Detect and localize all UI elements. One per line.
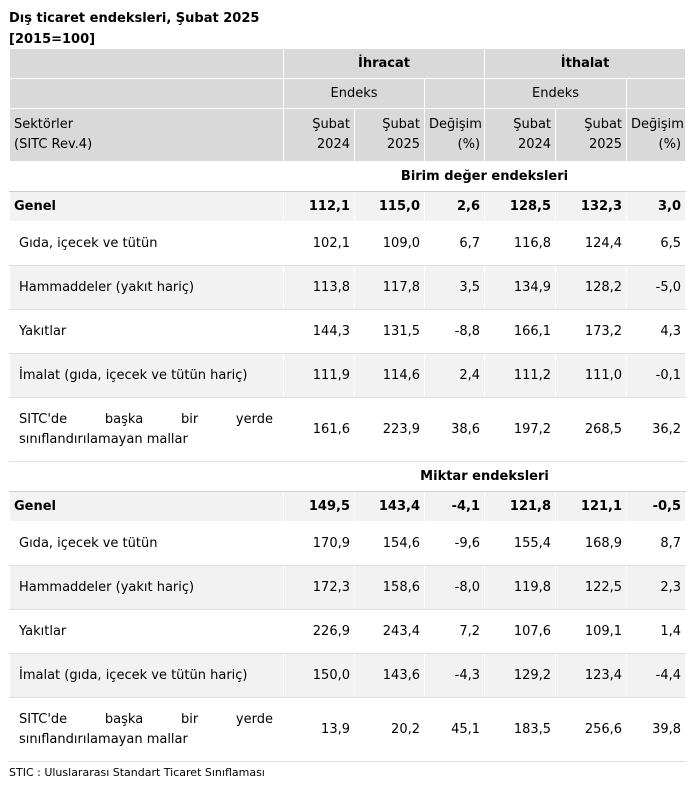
document-title-block bbox=[9, 8, 259, 50]
value-cell: 158,6 bbox=[355, 566, 425, 610]
value-cell: 119,8 bbox=[485, 566, 556, 610]
value-cell: 115,0 bbox=[355, 192, 425, 222]
row-label: Hammaddeler (yakıt hariç) bbox=[10, 266, 284, 310]
value-cell: 2,6 bbox=[425, 192, 485, 222]
value-cell: -4,3 bbox=[425, 654, 485, 698]
table-row bbox=[10, 566, 686, 610]
table-row bbox=[10, 654, 686, 698]
value-cell: 2,3 bbox=[627, 566, 686, 610]
value-cell: -8,8 bbox=[425, 310, 485, 354]
table-row-genel bbox=[10, 492, 686, 522]
table-row bbox=[10, 310, 686, 354]
value-cell: 6,7 bbox=[425, 222, 485, 266]
table-row bbox=[10, 266, 686, 310]
value-cell: 150,0 bbox=[284, 654, 355, 698]
value-cell: 128,2 bbox=[556, 266, 627, 310]
section-title: Miktar endeksleri bbox=[284, 462, 686, 492]
value-cell: 1,4 bbox=[627, 610, 686, 654]
value-cell: 226,9 bbox=[284, 610, 355, 654]
value-cell: 129,2 bbox=[485, 654, 556, 698]
value-cell: 144,3 bbox=[284, 310, 355, 354]
value-cell: 6,5 bbox=[627, 222, 686, 266]
value-cell: 45,1 bbox=[425, 698, 485, 762]
value-cell: 132,3 bbox=[556, 192, 627, 222]
value-cell: 243,4 bbox=[355, 610, 425, 654]
section-empty-cell bbox=[10, 462, 284, 492]
value-cell: 161,6 bbox=[284, 398, 355, 462]
header-empty-cell bbox=[10, 49, 284, 79]
header-row-columns bbox=[10, 109, 686, 162]
row-label: Hammaddeler (yakıt hariç) bbox=[10, 566, 284, 610]
value-cell: 149,5 bbox=[284, 492, 355, 522]
value-cell: 256,6 bbox=[556, 698, 627, 762]
header-import-feb2024: Şubat 2024 bbox=[485, 109, 556, 162]
section-header-row bbox=[10, 462, 686, 492]
header-export-index: Endeks bbox=[284, 79, 425, 109]
value-cell: 172,3 bbox=[284, 566, 355, 610]
value-cell: 4,3 bbox=[627, 310, 686, 354]
row-label: Gıda, içecek ve tütün bbox=[10, 222, 284, 266]
header-row-groups bbox=[10, 49, 686, 79]
value-cell: 131,5 bbox=[355, 310, 425, 354]
table-row bbox=[10, 610, 686, 654]
header-empty-cell bbox=[627, 79, 686, 109]
value-cell: 123,4 bbox=[556, 654, 627, 698]
table-row bbox=[10, 698, 686, 762]
value-cell: 122,5 bbox=[556, 566, 627, 610]
header-import-feb2025: Şubat 2025 bbox=[556, 109, 627, 162]
value-cell: 7,2 bbox=[425, 610, 485, 654]
value-cell: 183,5 bbox=[485, 698, 556, 762]
value-cell: 3,5 bbox=[425, 266, 485, 310]
value-cell: 154,6 bbox=[355, 522, 425, 566]
value-cell: 111,0 bbox=[556, 354, 627, 398]
value-cell: 143,6 bbox=[355, 654, 425, 698]
header-import: İthalat bbox=[485, 49, 686, 79]
value-cell: -9,6 bbox=[425, 522, 485, 566]
value-cell: 36,2 bbox=[627, 398, 686, 462]
value-cell: 107,6 bbox=[485, 610, 556, 654]
value-cell: 124,4 bbox=[556, 222, 627, 266]
value-cell: 112,1 bbox=[284, 192, 355, 222]
value-cell: 3,0 bbox=[627, 192, 686, 222]
section-title: Birim değer endeksleri bbox=[284, 162, 686, 192]
header-empty-cell bbox=[10, 79, 284, 109]
trade-index-table bbox=[9, 48, 686, 762]
page-subtitle: [2015=100] bbox=[9, 32, 96, 47]
header-sector-classification: (SITC Rev.4) bbox=[14, 137, 93, 152]
header-export-feb2024: Şubat 2024 bbox=[284, 109, 355, 162]
value-cell: 2,4 bbox=[425, 354, 485, 398]
row-label: SITC'de başka bir yerde sınıflandırılamayan mallar bbox=[10, 398, 284, 462]
row-label: Genel bbox=[10, 492, 284, 522]
header-import-change: Değişim (%) bbox=[627, 109, 686, 162]
row-label: SITC'de başka bir yerde sınıflandırılamayan mallar bbox=[10, 698, 284, 762]
row-label: İmalat (gıda, içecek ve tütün hariç) bbox=[10, 654, 284, 698]
value-cell: 121,1 bbox=[556, 492, 627, 522]
value-cell: -0,1 bbox=[627, 354, 686, 398]
row-label: Genel bbox=[10, 192, 284, 222]
value-cell: 134,9 bbox=[485, 266, 556, 310]
value-cell: 109,0 bbox=[355, 222, 425, 266]
value-cell: -4,4 bbox=[627, 654, 686, 698]
value-cell: 8,7 bbox=[627, 522, 686, 566]
row-label: Yakıtlar bbox=[10, 610, 284, 654]
value-cell: 268,5 bbox=[556, 398, 627, 462]
value-cell: 111,2 bbox=[485, 354, 556, 398]
header-export-change: Değişim (%) bbox=[425, 109, 485, 162]
section-empty-cell bbox=[10, 162, 284, 192]
value-cell: 20,2 bbox=[355, 698, 425, 762]
value-cell: 170,9 bbox=[284, 522, 355, 566]
header-sector-label: Sektörler bbox=[14, 117, 74, 132]
row-label: Gıda, içecek ve tütün bbox=[10, 522, 284, 566]
section-header-row bbox=[10, 162, 686, 192]
header-export-feb2025: Şubat 2025 bbox=[355, 109, 425, 162]
value-cell: 38,6 bbox=[425, 398, 485, 462]
value-cell: 173,2 bbox=[556, 310, 627, 354]
header-import-index: Endeks bbox=[485, 79, 627, 109]
value-cell: 39,8 bbox=[627, 698, 686, 762]
value-cell: 117,8 bbox=[355, 266, 425, 310]
header-export: İhracat bbox=[284, 49, 485, 79]
value-cell: 166,1 bbox=[485, 310, 556, 354]
row-label: İmalat (gıda, içecek ve tütün hariç) bbox=[10, 354, 284, 398]
table-row-genel bbox=[10, 192, 686, 222]
value-cell: 113,8 bbox=[284, 266, 355, 310]
table-row bbox=[10, 398, 686, 462]
table-row bbox=[10, 522, 686, 566]
value-cell: 114,6 bbox=[355, 354, 425, 398]
value-cell: 143,4 bbox=[355, 492, 425, 522]
row-label: Yakıtlar bbox=[10, 310, 284, 354]
value-cell: 102,1 bbox=[284, 222, 355, 266]
footnote: STIC : Uluslararası Standart Ticaret Sınıflaması bbox=[9, 766, 265, 779]
value-cell: 128,5 bbox=[485, 192, 556, 222]
value-cell: -8,0 bbox=[425, 566, 485, 610]
header-sector bbox=[10, 109, 284, 162]
value-cell: 121,8 bbox=[485, 492, 556, 522]
value-cell: 116,8 bbox=[485, 222, 556, 266]
value-cell: -4,1 bbox=[425, 492, 485, 522]
value-cell: 155,4 bbox=[485, 522, 556, 566]
value-cell: -0,5 bbox=[627, 492, 686, 522]
header-row-index bbox=[10, 79, 686, 109]
value-cell: 109,1 bbox=[556, 610, 627, 654]
value-cell: 13,9 bbox=[284, 698, 355, 762]
value-cell: 197,2 bbox=[485, 398, 556, 462]
table-row bbox=[10, 354, 686, 398]
value-cell: 111,9 bbox=[284, 354, 355, 398]
value-cell: 223,9 bbox=[355, 398, 425, 462]
page-title: Dış ticaret endeksleri, Şubat 2025 bbox=[9, 11, 260, 26]
header-empty-cell bbox=[425, 79, 485, 109]
value-cell: -5,0 bbox=[627, 266, 686, 310]
table-row bbox=[10, 222, 686, 266]
value-cell: 168,9 bbox=[556, 522, 627, 566]
